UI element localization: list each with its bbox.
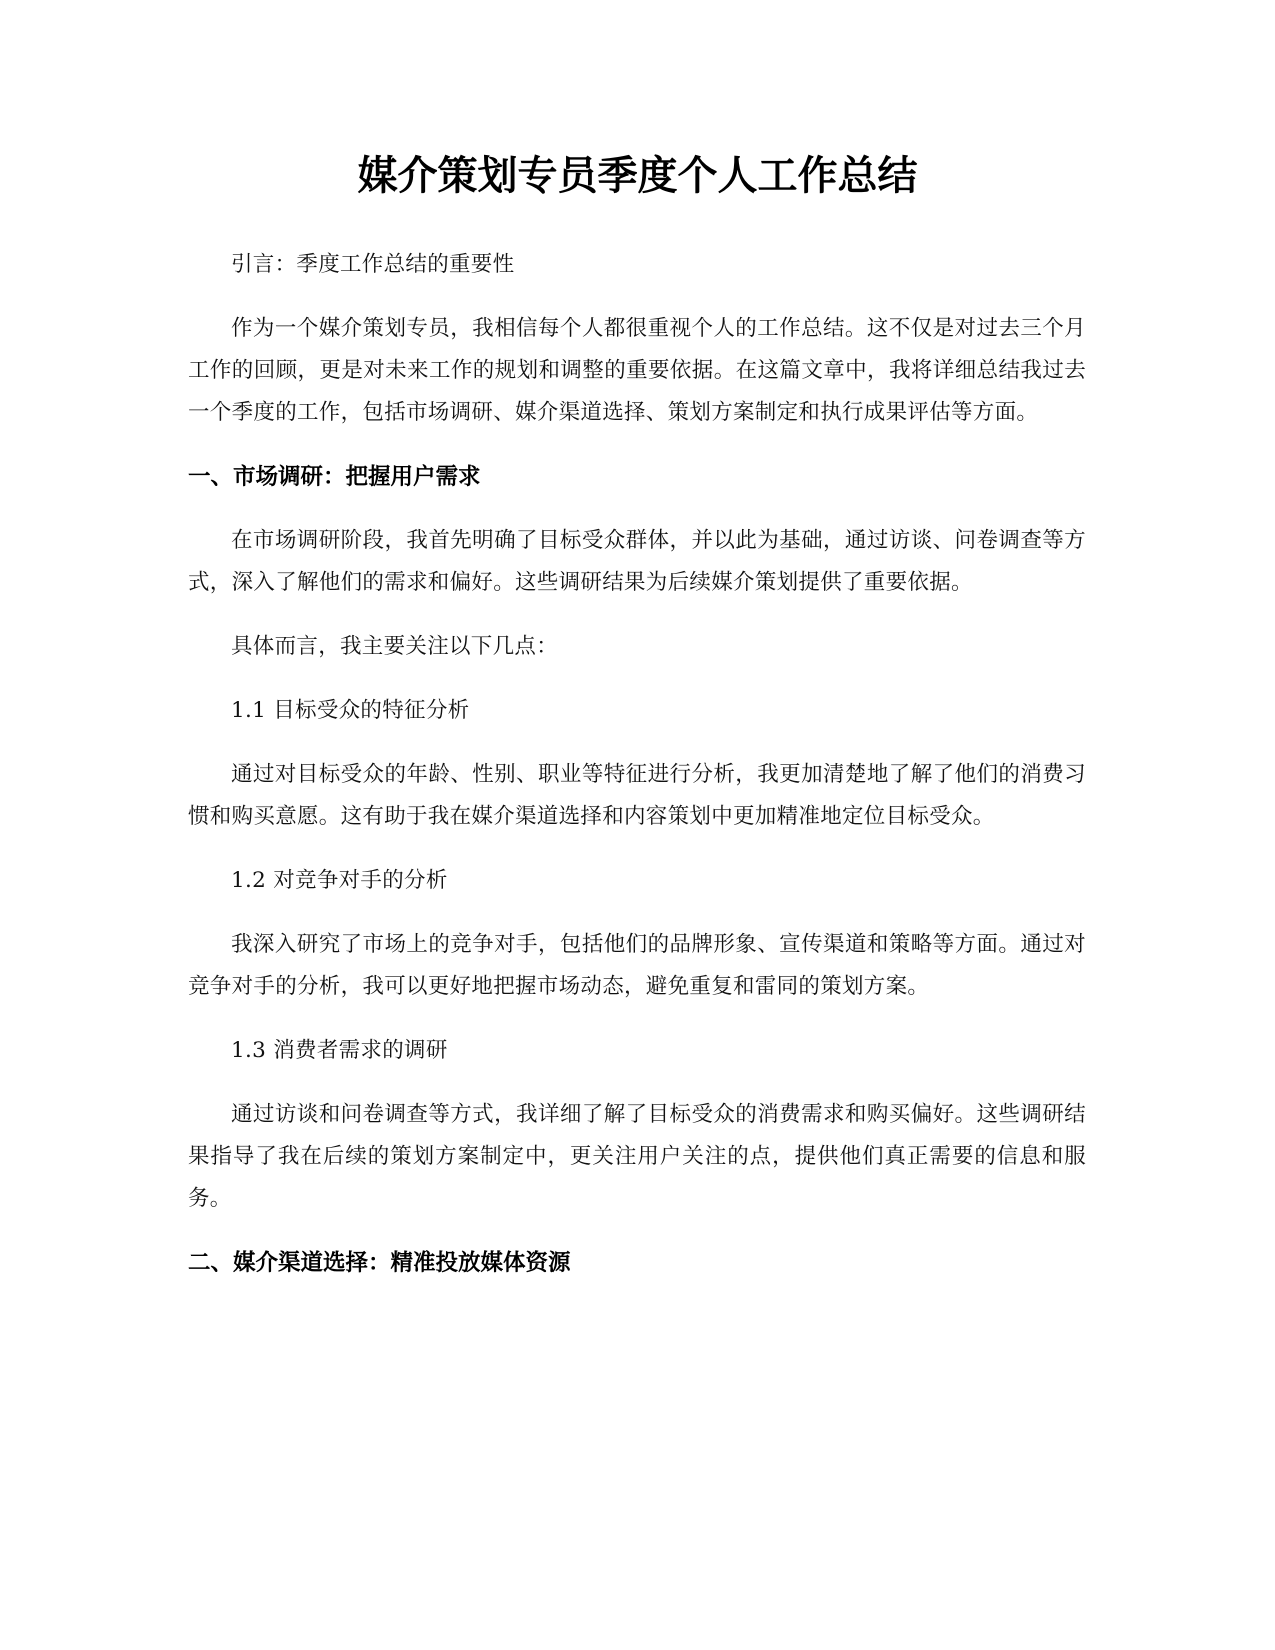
- subsection-1-3-text: 通过访谈和问卷调查等方式，我详细了解了目标受众的消费需求和购买偏好。这些调研结果指导了我在后续的策划方案制定中，更关注用户关注的点，提供他们真正需要的信息和服务。: [188, 1102, 1086, 1211]
- document-body: [188, 244, 1086, 1306]
- subsection-1-1-text: 通过对目标受众的年龄、性别、职业等特征进行分析，我更加清楚地了解了他们的消费习惯和购买意愿。这有助于我在媒介渠道选择和内容策划中更加精准地定位目标受众。: [188, 762, 1086, 829]
- intro-heading: 引言：季度工作总结的重要性: [231, 252, 515, 277]
- document-title: 媒介策划专员季度个人工作总结: [357, 153, 918, 199]
- subsection-1-1-title: 1.1 目标受众的特征分析: [231, 698, 470, 723]
- section1-heading: 一、市场调研：把握用户需求: [188, 464, 481, 490]
- subsection-1-2-text: 我深入研究了市场上的竞争对手，包括他们的品牌形象、宣传渠道和策略等方面。通过对竞争对手的分析，我可以更好地把握市场动态，避免重复和雷同的策划方案。: [188, 932, 1086, 999]
- section1-paragraph: 在市场调研阶段，我首先明确了目标受众群体，并以此为基础，通过访谈、问卷调查等方式，深入了解他们的需求和偏好。这些调研结果为后续媒介策划提供了重要依据。: [188, 528, 1086, 595]
- intro-paragraph: 作为一个媒介策划专员，我相信每个人都很重视个人的工作总结。这不仅是对过去三个月工作的回顾，更是对未来工作的规划和调整的重要依据。在这篇文章中，我将详细总结我过去一个季度的工作，包括市场调研、媒介渠道选择、策划方案制定和执行成果评估等方面。: [188, 316, 1086, 425]
- subsection-1-3-title: 1.3 消费者需求的调研: [231, 1038, 448, 1063]
- subsection-1-2-title: 1.2 对竞争对手的分析: [231, 868, 448, 893]
- section2-heading: 二、媒介渠道选择：精准投放媒体资源: [188, 1250, 571, 1276]
- section1-lead-in: 具体而言，我主要关注以下几点：: [231, 634, 559, 659]
